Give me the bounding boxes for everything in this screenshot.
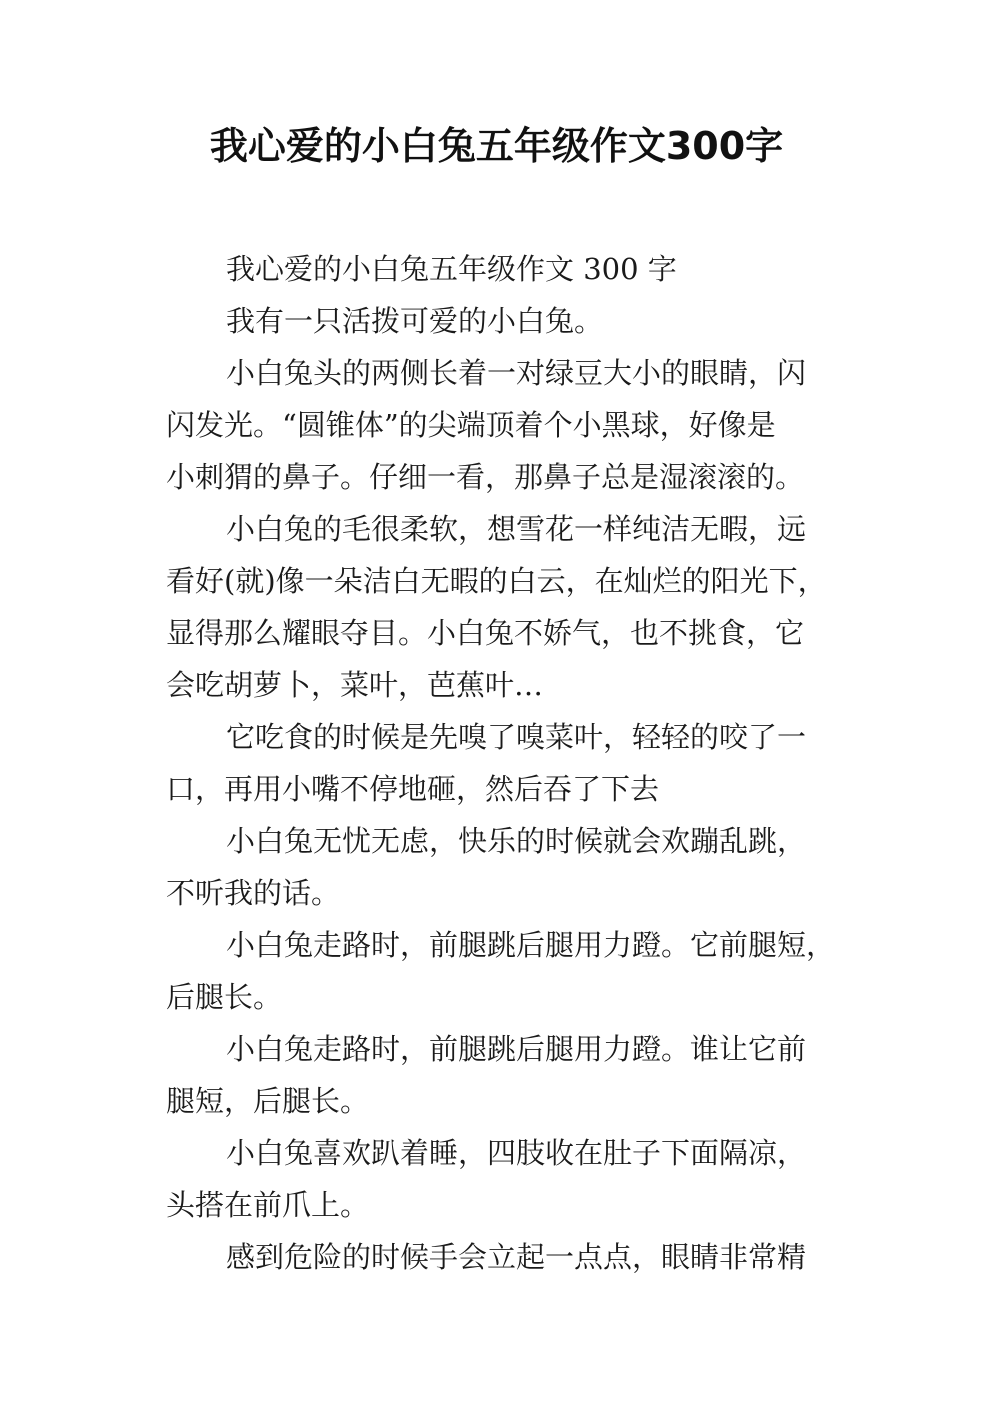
body-line: 腿短，后腿长。 bbox=[166, 1084, 370, 1118]
body-line: 后腿长。 bbox=[166, 980, 283, 1014]
body-line: 小白兔喜欢趴着睡，四肢收在肚子下面隔凉， bbox=[226, 1136, 807, 1170]
document-title: 我心爱的小白兔五年级作文300字 bbox=[209, 124, 784, 168]
body-line: 显得那么耀眼夺目。小白兔不娇气，也不挑食，它 bbox=[166, 616, 805, 650]
document-body bbox=[166, 243, 846, 1283]
body-line: 我有一只活拨可爱的小白兔。 bbox=[226, 304, 604, 338]
body-line: 小刺猬的鼻子。仔细一看，那鼻子总是湿滚滚的。 bbox=[166, 460, 805, 494]
body-line: 我心爱的小白兔五年级作文 300 字 bbox=[226, 252, 677, 286]
body-line: 小白兔走路时，前腿跳后腿用力蹬。谁让它前 bbox=[226, 1032, 807, 1066]
body-line: 会吃胡萝卜，菜叶，芭蕉叶… bbox=[166, 668, 544, 702]
body-line: 看好(就)像一朵洁白无暇的白云，在灿烂的阳光下， bbox=[166, 564, 827, 598]
body-line: 它吃食的时候是先嗅了嗅菜叶，轻轻的咬了一 bbox=[226, 720, 807, 754]
body-line: 不听我的话。 bbox=[166, 876, 341, 910]
body-line: 闪发光。“圆锥体”的尖端顶着个小黑球，好像是 bbox=[166, 408, 776, 442]
body-line: 口，再用小嘴不停地砸，然后吞了下去 bbox=[166, 772, 660, 806]
body-line: 小白兔走路时，前腿跳后腿用力蹬。它前腿短， bbox=[226, 928, 836, 962]
body-line: 感到危险的时候手会立起一点点，眼睛非常精 bbox=[226, 1240, 807, 1274]
body-line: 头搭在前爪上。 bbox=[166, 1188, 370, 1222]
body-line: 小白兔无忧无虑，快乐的时候就会欢蹦乱跳， bbox=[226, 824, 807, 858]
body-line: 小白兔的毛很柔软，想雪花一样纯洁无暇，远 bbox=[226, 512, 807, 546]
body-line: 小白兔头的两侧长着一对绿豆大小的眼睛，闪 bbox=[226, 356, 807, 390]
